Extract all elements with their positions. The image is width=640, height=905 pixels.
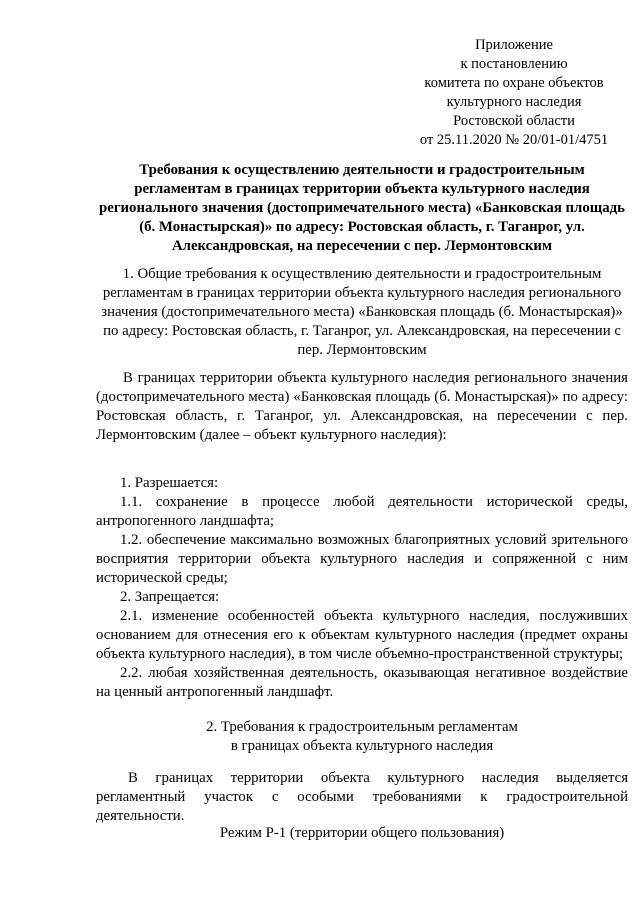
requirements-list <box>96 474 628 702</box>
forbidden-label: 2. Запрещается: <box>120 589 220 605</box>
appendix-line: от 25.11.2020 № 20/01-01/4751 <box>419 132 609 148</box>
allowed-label: 1. Разрешается: <box>120 475 219 491</box>
allowed-item: 1.2. обеспечение максимально возможных благоприятных условий зрительного восприятия территории объекта культурного наследия и сопряженной с ним исторической среды; <box>96 532 628 586</box>
section2-heading <box>96 718 628 756</box>
section2-heading-line: 2. Требования к градостроительным регламентам <box>206 719 518 735</box>
forbidden-item: 2.1. изменение особенностей объекта культурного наследия, послуживших основанием для отнесения его к объектам культурного наследия (предмет охраны объекта культурного наследия), в том числе объемно-пространственной структуры; <box>96 608 628 662</box>
section2-heading-line: в границах объекта культурного наследия <box>230 738 494 754</box>
appendix-line: комитета по охране объектов <box>424 75 604 91</box>
appendix-line: культурного наследия <box>446 94 582 110</box>
document-title: Требования к осуществлению деятельности и градостроительным регламентам в границах территории объекта культурного наследия регионального значения (достопримечательного места) «Банковская площадь (б. Монастырская)» по адресу: Ростовская область, г. Таганрог, ул. Александровская, на пересечении с пер. Лермонтовским <box>99 162 625 254</box>
appendix-line: Ростовской области <box>453 113 575 129</box>
appendix-line: к постановлению <box>460 56 568 72</box>
allowed-item: 1.1. сохранение в процессе любой деятельности исторической среды, антропогенного ландшафта; <box>96 494 628 529</box>
section2-paragraph: В границах территории объекта культурного наследия выделяется регламентный участок с особыми требованиями к градостроительной деятельности. <box>96 770 628 824</box>
appendix-line: Приложение <box>475 37 553 53</box>
appendix-block <box>400 36 628 150</box>
forbidden-item: 2.2. любая хозяйственная деятельность, оказывающая негативное воздействие на ценный антропогенный ландшафт. <box>96 665 628 700</box>
section1-intro: В границах территории объекта культурного наследия регионального значения (достопримечательного места) «Банковская площадь (б. Монастырская)» по адресу: Ростовская область, г. Таганрог, ул. Александровская, на пересечении с пер. Лермонтовским (далее – объект культурного наследия): <box>96 370 628 443</box>
section1-heading: 1. Общие требования к осуществлению деятельности и градостроительным регламентам в границах территории объекта культурного наследия регионального значения (достопримечательного места) «Банковская площадь (б. Монастырская)» по адресу: Ростовская область, г. Таганрог, ул. Александровская, на пересечении с пер. Лермонтовским <box>101 266 623 358</box>
regime-heading: Режим Р-1 (территории общего пользования) <box>219 825 505 841</box>
